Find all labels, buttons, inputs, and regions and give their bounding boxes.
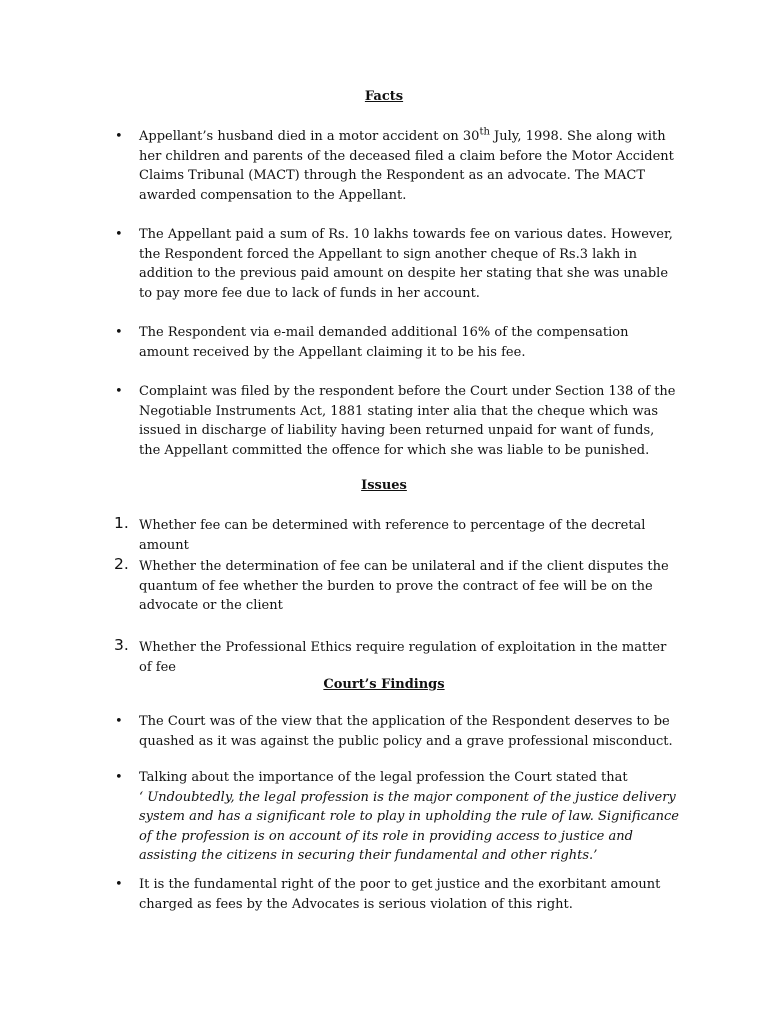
bullet-icon: • (115, 227, 123, 242)
findings-heading: Court’s Findings (323, 677, 445, 692)
findings-item-2 (115, 768, 679, 866)
issue-number: 3. (114, 636, 129, 654)
facts-heading: Facts (364, 89, 404, 104)
findings-item-2-quote: ‘ Undoubtedly, the legal profession is the major component of the justice delivery system and has a significant role to play in upholding the rule of law. Significance of the profession is on account of its role in providing access to justice and assisting the citizens in securing their fundamental and other rights.’ (139, 789, 679, 863)
facts-item-2 (115, 225, 679, 303)
facts-item-3 (115, 323, 679, 362)
findings-item-2-intro: Talking about the importance of the legal profession the Court stated that (139, 770, 628, 785)
issues-item-2-text: Whether the determination of fee can be unilateral and if the client disputes the quantum of fee whether the burden to prove the contract of fee will be on the advocate or the client (139, 559, 669, 613)
issue-number: 2. (114, 555, 129, 573)
issues-item-3 (114, 636, 679, 677)
bullet-icon: • (115, 325, 123, 340)
facts-item-1-text-pre: Appellant’s husband died in a motor accident on 30 (139, 129, 480, 144)
findings-item-1 (115, 712, 679, 751)
facts-item-1-text-post: July, 1998. She along with her children and parents of the deceased filed a claim before the Motor Accident Claims Tribunal (MACT) through the Respondent as an advocate. The MACT awarded compensation to the Appellant. (139, 129, 674, 203)
ordinal-suffix: th (479, 126, 490, 138)
facts-item-4-text: Complaint was filed by the respondent before the Court under Section 138 of the Negotiable Instruments Act, 1881 stating inter alia that the cheque which was issued in discharge of liability having been returned unpaid for want of funds, the Appellant committed the offence for which she was liable to be punished. (139, 384, 676, 458)
bullet-icon: • (115, 384, 123, 399)
issues-item-1-text: Whether fee can be determined with reference to percentage of the decretal amount (139, 518, 646, 553)
issue-number: 1. (114, 514, 129, 532)
bullet-icon: • (115, 770, 123, 785)
findings-item-1-text: The Court was of the view that the application of the Respondent deserves to be quashed as it was against the public policy and a grave professional misconduct. (139, 714, 673, 749)
findings-item-3 (115, 875, 679, 914)
findings-item-3-text: It is the fundamental right of the poor to get justice and the exorbitant amount charged as fees by the Advocates is serious violation of this right. (139, 877, 661, 912)
facts-item-2-text: The Appellant paid a sum of Rs. 10 lakhs towards fee on various dates. However, the Respondent forced the Appellant to sign another cheque of Rs.3 lakh in addition to the previous paid amount on despite her stating that she was unable to pay more fee due to lack of funds in her account. (139, 227, 673, 301)
facts-item-4 (115, 382, 679, 460)
issues-item-2 (114, 555, 679, 616)
facts-item-1 (115, 126, 679, 205)
issues-item-3-text: Whether the Professional Ethics require regulation of exploitation in the matter of fee (139, 640, 667, 675)
issues-item-1 (114, 514, 679, 555)
bullet-icon: • (115, 714, 123, 729)
issues-heading: Issues (361, 478, 407, 493)
bullet-icon: • (115, 877, 123, 892)
facts-item-3-text: The Respondent via e-mail demanded additional 16% of the compensation amount received by the Appellant claiming it to be his fee. (139, 325, 629, 360)
bullet-icon: • (115, 129, 123, 144)
